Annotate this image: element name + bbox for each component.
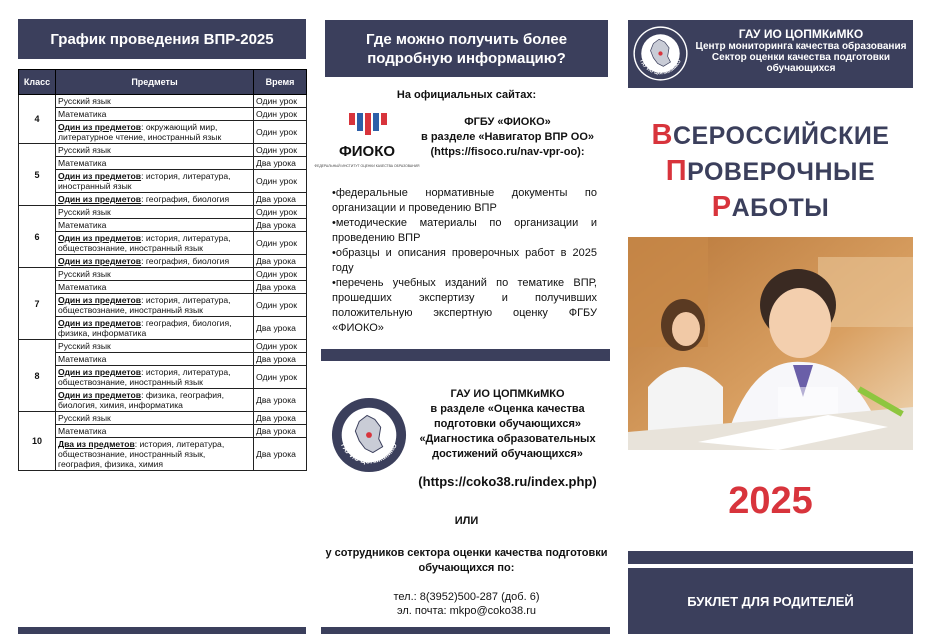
time-cell: Два урока (254, 389, 307, 412)
subject-text: : история, литература, иностранный язык (58, 171, 231, 191)
table-row (19, 294, 307, 317)
choice-label: Один из предметов (58, 390, 142, 400)
table-row (19, 255, 307, 268)
coko-subsection: «Диагностика образовательных достижений обучающихся» (419, 433, 596, 460)
choice-label: Два из предметов (58, 439, 135, 449)
table-row (19, 438, 307, 471)
staff-contact-label: у сотрудников сектора оценки качества подготовки обучающихся по: (325, 547, 608, 574)
title-line: ВСЕРОССИЙСКИЕ (651, 119, 890, 151)
subject-cell (56, 366, 254, 389)
time-cell: Два урока (254, 281, 307, 294)
choice-label: Один из предметов (58, 171, 142, 181)
list-item: •федеральные нормативные документы по организации и проведению ВПР (332, 187, 597, 214)
info-header: Где можно получить более подробную информацию? (325, 20, 608, 77)
org-text (690, 28, 912, 74)
subject-cell (56, 389, 254, 412)
table-row (19, 353, 307, 366)
time-cell: Два урока (254, 157, 307, 170)
materials-list (332, 186, 597, 336)
subject-text: Русский язык (58, 341, 111, 351)
booklet-footer: БУКЛЕТ ДЛЯ РОДИТЕЛЕЙ (628, 568, 913, 634)
subject-cell (56, 353, 254, 366)
schedule-header: График проведения ВПР-2025 (18, 19, 306, 59)
subject-text: : география, биология (141, 256, 230, 266)
subject-text: Русский язык (58, 145, 111, 155)
subject-text: Математика (58, 109, 107, 119)
subject-text: Русский язык (58, 96, 111, 106)
table-row (19, 144, 307, 157)
grade-cell: 7 (19, 268, 56, 340)
choice-label: Один из предметов (58, 295, 142, 305)
subject-cell (56, 255, 254, 268)
time-cell: Два урока (254, 255, 307, 268)
title-line: ПРОВЕРОЧНЫЕ (665, 155, 876, 187)
subject-cell (56, 438, 254, 471)
time-cell: Один урок (254, 232, 307, 255)
subject-cell (56, 232, 254, 255)
time-cell: Два урока (254, 438, 307, 471)
subject-cell (56, 412, 254, 425)
subject-text: Математика (58, 282, 107, 292)
subject-text: Русский язык (58, 413, 111, 423)
subject-text: Русский язык (58, 207, 111, 217)
coko-logo (632, 25, 689, 82)
phone-number[interactable]: тел.: 8(3952)500-287 (доб. 6) (393, 591, 540, 603)
time-cell: Один урок (254, 144, 307, 157)
choice-label: Один из предметов (58, 256, 142, 266)
subject-text: : история, литература, обществознание, иностранный язык, география, физика, химия (58, 439, 225, 469)
subject-cell (56, 425, 254, 438)
subject-cell (56, 268, 254, 281)
org-line-center: Центр мониторинга качества образования (695, 41, 907, 52)
booklet-title (628, 118, 913, 226)
table-row (19, 281, 307, 294)
time-cell: Два урока (254, 219, 307, 232)
column-header-subjects: Предметы (56, 70, 254, 95)
fioko-logo-word: ФИОКО (338, 143, 396, 160)
fioko-logo-subtitle: ФЕДЕРАЛЬНЫЙ ИНСТИТУТ ОЦЕНКИ КАЧЕСТВА ОБРАЗОВАНИЯ (314, 164, 420, 168)
time-cell: Один урок (254, 206, 307, 219)
time-cell: Один урок (254, 121, 307, 144)
time-cell: Один урок (254, 366, 307, 389)
subject-text: : история, литература, обществознание, иностранный язык (58, 233, 231, 253)
time-cell: Один урок (254, 340, 307, 353)
time-cell: Один урок (254, 294, 307, 317)
column-2-footer-bar (321, 627, 610, 634)
fioko-section: в разделе «Навигатор ВПР ОО» (421, 131, 594, 143)
table-row (19, 219, 307, 232)
table-row (19, 121, 307, 144)
title-line: РАБОТЫ (711, 191, 830, 223)
subject-text: Математика (58, 354, 107, 364)
coko-url[interactable]: (https://coko38.ru/index.php) (418, 474, 597, 489)
subject-text: Русский язык (58, 269, 111, 279)
time-cell: Два урока (254, 317, 307, 340)
contacts (325, 590, 608, 618)
fioko-name: ФГБУ «ФИОКО» (464, 116, 551, 128)
column-1-footer-bar (18, 627, 306, 634)
time-cell: Один урок (254, 95, 307, 108)
table-row (19, 95, 307, 108)
subject-cell (56, 108, 254, 121)
subject-cell (56, 340, 254, 353)
subject-text: : окружающий мир, литературное чтение, иностранный язык (58, 122, 222, 142)
subject-cell (56, 206, 254, 219)
time-cell: Два урока (254, 412, 307, 425)
time-cell: Два урока (254, 353, 307, 366)
subject-cell (56, 294, 254, 317)
or-label: ИЛИ (454, 515, 479, 527)
table-row (19, 389, 307, 412)
subject-cell (56, 144, 254, 157)
time-cell: Один урок (254, 108, 307, 121)
coko-info (405, 387, 610, 462)
subject-cell (56, 317, 254, 340)
grade-cell: 8 (19, 340, 56, 412)
grade-cell: 10 (19, 412, 56, 471)
table-row (19, 412, 307, 425)
grade-cell: 5 (19, 144, 56, 206)
coko-logo (330, 396, 408, 474)
table-row (19, 206, 307, 219)
subject-cell (56, 95, 254, 108)
table-row (19, 317, 307, 340)
subject-text: : физика, география, биология, химия, информатика (58, 390, 225, 410)
table-row (19, 425, 307, 438)
cover-strip (628, 551, 913, 564)
subject-text: Математика (58, 220, 107, 230)
choice-label: Один из предметов (58, 122, 142, 132)
org-name: ГАУ ИО ЦОПМКиМКО (738, 27, 864, 41)
official-sites-label: На официальных сайтах: (396, 89, 537, 101)
subject-cell (56, 121, 254, 144)
table-row (19, 108, 307, 121)
column-header-time: Время (254, 70, 307, 95)
choice-label: Один из предметов (58, 233, 142, 243)
time-cell: Один урок (254, 170, 307, 193)
schedule-header-row (19, 70, 307, 95)
coko-section: в разделе «Оценка качества подготовки обучающихся» (430, 403, 585, 430)
subject-text: Математика (58, 426, 107, 436)
subject-text: : география, биология, физика, информатика (58, 318, 232, 338)
subject-cell (56, 170, 254, 193)
student-photo (628, 237, 913, 450)
section-divider (321, 349, 610, 361)
year: 2025 (728, 480, 813, 522)
table-row (19, 170, 307, 193)
subject-cell (56, 281, 254, 294)
table-row (19, 157, 307, 170)
fioko-url[interactable]: (https://fisoco.ru/nav-vpr-oo): (430, 146, 585, 158)
org-line-sector: Сектор оценки качества подготовки обучающихся (711, 52, 891, 74)
schedule-body (19, 95, 307, 471)
coko-name: ГАУ ИО ЦОПМКиМКО (450, 388, 565, 400)
time-cell: Два урока (254, 193, 307, 206)
list-item: •перечень учебных изданий по тематике ВПР, прошедших экспертизу и получивших положительную экспертную оценку ФГБУ «ФИОКО» (332, 277, 597, 334)
subject-cell (56, 193, 254, 206)
time-cell: Один урок (254, 268, 307, 281)
table-row (19, 268, 307, 281)
fioko-logo (314, 111, 420, 183)
grade-cell: 4 (19, 95, 56, 144)
list-item: •методические материалы по организации и проведению ВПР (332, 217, 597, 244)
coko-logo-text: ГАУ ИО ЦОПМКиМКО (339, 442, 399, 466)
grade-cell: 6 (19, 206, 56, 268)
column-header-grade: Класс (19, 70, 56, 95)
list-item: •образцы и описания проверочных работ в 2025 году (332, 247, 597, 274)
choice-label: Один из предметов (58, 367, 142, 377)
schedule-table (18, 69, 307, 471)
subject-text: : история, литература, обществознание, иностранный язык (58, 295, 231, 315)
table-row (19, 232, 307, 255)
table-row (19, 366, 307, 389)
choice-label: Один из предметов (58, 318, 142, 328)
subject-cell (56, 219, 254, 232)
table-row (19, 340, 307, 353)
subject-text: Математика (58, 158, 107, 168)
subject-cell (56, 157, 254, 170)
table-row (19, 193, 307, 206)
subject-text: : география, биология (141, 194, 230, 204)
time-cell: Два урока (254, 425, 307, 438)
fioko-info (405, 115, 610, 160)
coko-logo-text: ГАУ ИО ЦОПМКиМКО (638, 58, 683, 77)
choice-label: Один из предметов (58, 194, 142, 204)
email-address[interactable]: эл. почта: mkpo@coko38.ru (397, 605, 536, 617)
subject-text: : история, литература, обществознание, иностранный язык (58, 367, 231, 387)
